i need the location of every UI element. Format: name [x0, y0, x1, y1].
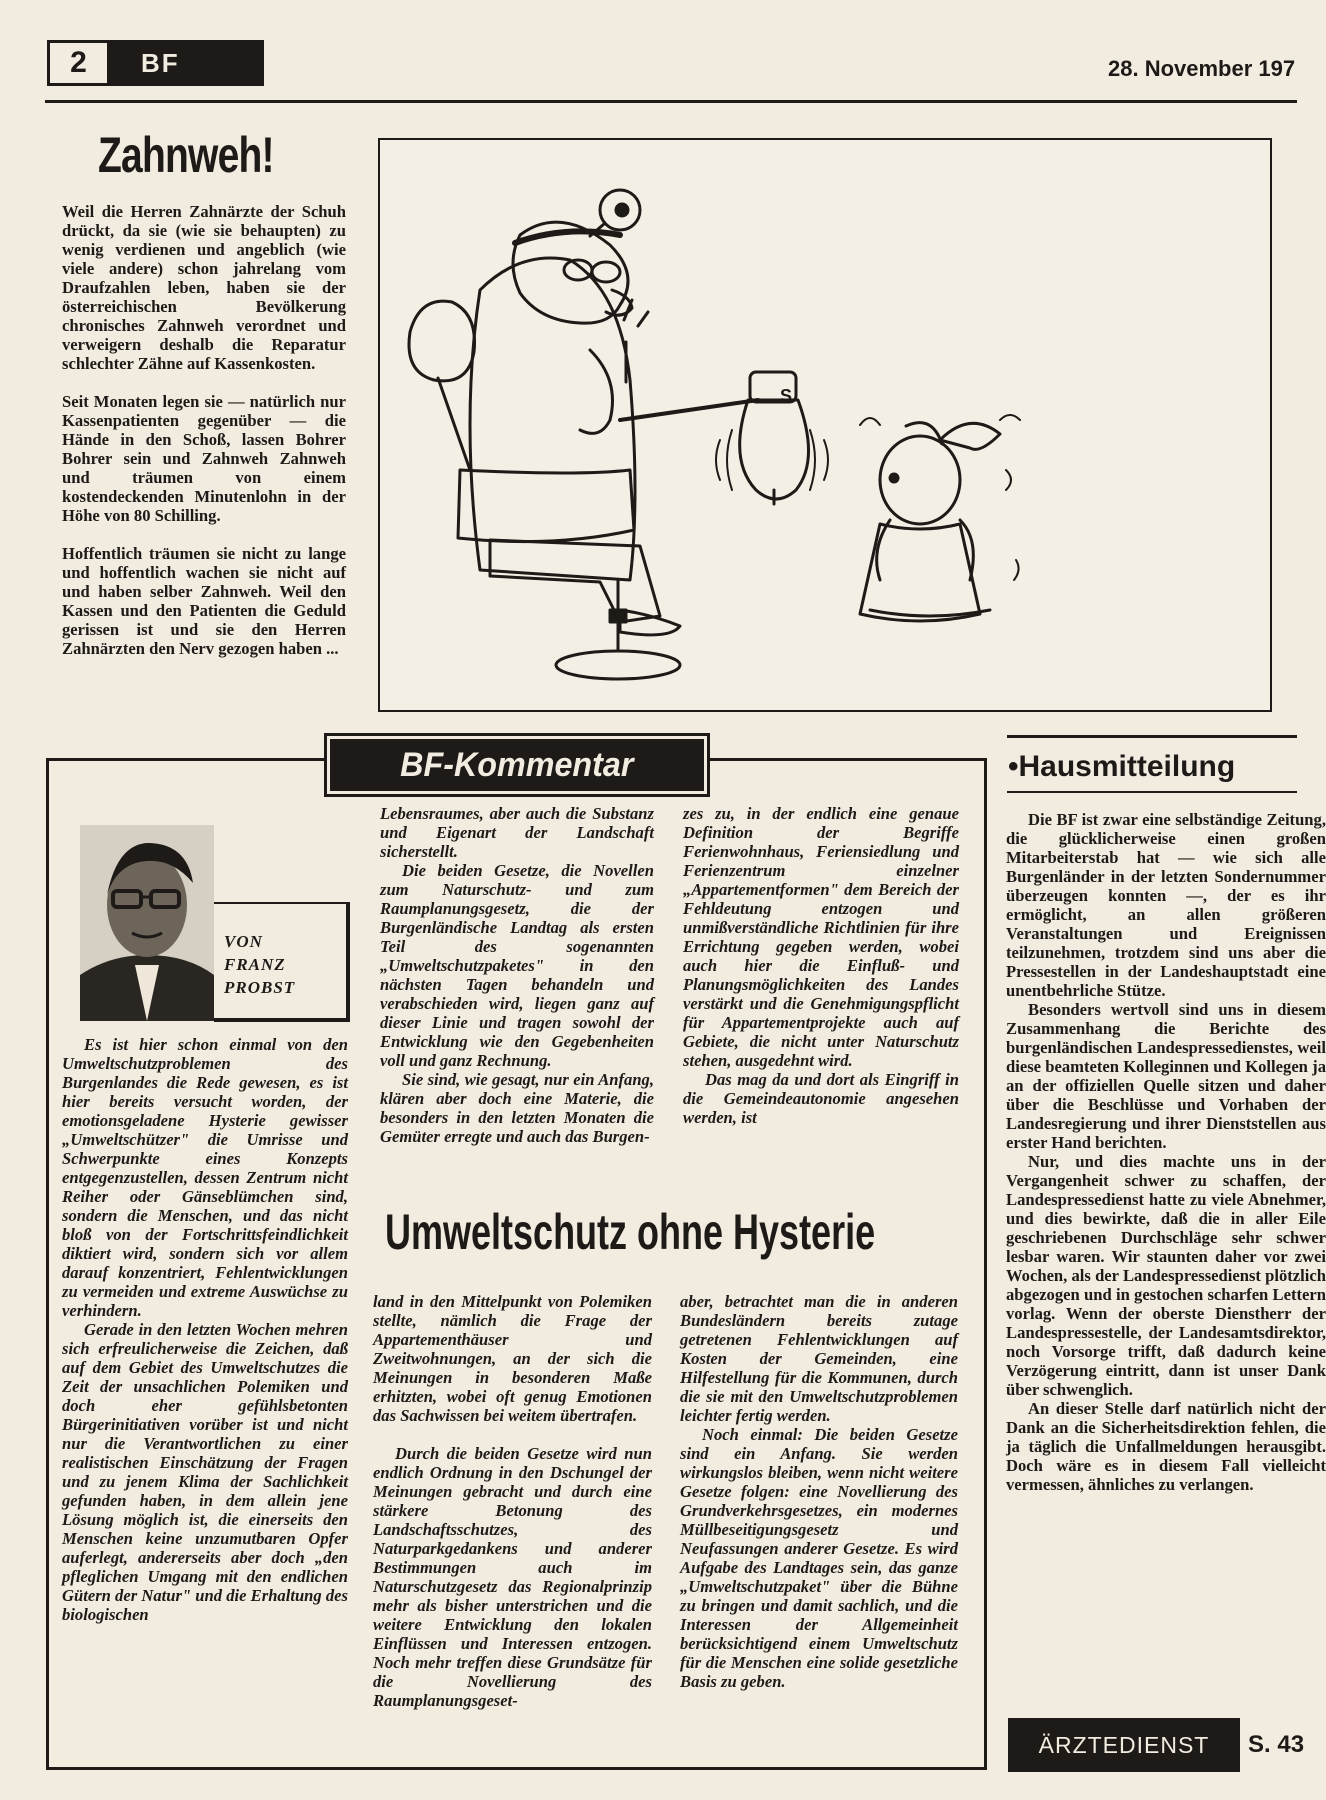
kommentar-paragraph: Sie sind, wie gesagt, nur ein Anfang, klären aber doch eine Materie, die besonders in den letzten Monaten die Gemüter erregte und auch das Burgen-	[380, 1070, 654, 1146]
hausmitteilung-clip	[1006, 800, 1326, 1700]
kommentar-column-3	[683, 804, 959, 1127]
zahnweh-paragraph: Hoffentlich träumen sie nicht zu lange und hoffentlich wachen sie nicht auf und haben selber Zahnweh. Weil den Kassen und den Patienten die Geduld gerissen ist und sie den Herren Zahnärzten den Nerv gezogen haben ...	[62, 544, 346, 658]
kommentar-column-2b	[373, 1292, 652, 1710]
kommentar-column-2	[380, 804, 654, 1146]
zahnweh-article	[62, 202, 346, 677]
aerztedienst-page-ref: S. 43	[1248, 1731, 1305, 1758]
hausmitteilung-title: •Hausmitteilung	[1008, 750, 1236, 783]
author-photo	[80, 825, 214, 1021]
bag-label: S	[780, 386, 793, 406]
zahnweh-title: Zahnweh!	[98, 127, 274, 183]
kommentar-tag	[327, 736, 707, 794]
bag	[740, 400, 809, 499]
publication-tag: BF	[107, 43, 261, 83]
kommentar-tag-label: BF-Kommentar	[400, 745, 634, 784]
hausmitteilung-rule	[1007, 791, 1297, 793]
issue-date: 28. November 197	[1108, 56, 1296, 81]
author-byline	[214, 902, 350, 1022]
aerztedienst-label: ÄRZTEDIENST	[1008, 1718, 1240, 1772]
header-rule	[45, 100, 1297, 103]
dentist-cartoon	[378, 138, 1272, 712]
author-portrait	[80, 825, 214, 1021]
hausmitteilung-paragraph: Besonders wertvoll sind uns in diesem Zusammenhang die Berichte des burgenländischen Landespressedienstes, weil diese beamteten Kolleginnen und Kollegen ja an der offiziellen Quelle sitzen und daher über die Beschlüsse und Vorhaben der Landesregierung und ihrer Dienststellen aus erster Hand berichten.	[1006, 1000, 1326, 1152]
page-header-box	[47, 40, 264, 86]
hausmitteilung-top-rule	[1007, 735, 1297, 738]
chair-base	[556, 651, 680, 679]
hausmitteilung-article	[1006, 810, 1326, 1494]
kommentar-column-1	[62, 1035, 348, 1624]
hausmitteilung-paragraph: Die BF ist zwar eine selbständige Zeitung, die glücklicherweise einen großen Mitarbeiterstab hat — wie sich alle Burgenländer in der letzten Sondernummer überzeugen konnten —, der es ihr ermöglicht, an allen größeren Veranstaltungen und Ereignissen teilzunehmen, trotzdem sind uns aber die Pressestellen in der Landeshauptstadt eine unentbehrliche Stütze.	[1006, 810, 1326, 1000]
cartoon-drawing	[380, 140, 1274, 714]
kommentar-paragraph: zes zu, in der endlich eine genaue Definition der Begriffe Ferienwohnhaus, Feriensiedlung und Ferienzentrum einzelner „Appartementformen" dem Bereich der Fehldeutung entzogen und unmißverständliche Richtlinien für ihre Errichtung gegeben werden, wobei auch hier die Einfluß- und Planungsmöglichkeiten des Landes verstärkt und die Genehmigungspflicht für Appartementprojekte auch auf Gebiete, die nicht unter Naturschutz stehen, ausgedehnt wird.	[683, 804, 959, 1070]
kommentar-paragraph: Gerade in den letzten Wochen mehren sich erfreulicherweise die Zeichen, daß auf dem Gebiet des Umweltschutzes die Zeit der unsachlichen Polemiken und doch eher gefühlsbetonten Bürgerinitiativen vorüber ist und nicht nur die Verantwortlichen zu einer realistischen Einschätzung der Fragen und zu jenem Klima der Sachlichkeit gefunden haben, in dem allein jene Lösung möglich ist, die einerseits den Menschen keine unzumutbaren Opfer auferlegt, andererseits aber doch „den pfleglichen Umgang mit den endlichen Gütern der Natur" und die Erhaltung des biologischen	[62, 1320, 348, 1624]
chair-headrest	[409, 301, 475, 381]
kommentar-paragraph: Noch einmal: Die beiden Gesetze sind ein Anfang. Sie werden wirkungslos bleiben, wenn nicht weitere Gesetze folgen: eine Novellierung des Grundverkehrsgesetzes, ein modernes Müllbeseitigungsgesetz und Neufassungen anderer Gesetze. Es wird Aufgabe des Landtages sein, das ganze „Umweltschutzpaket" über die Bühne zu bringen und damit sachlich, und die Interessen der Allgemeinheit berücksichtigend einem Umweltschutz für die Menschen eine solide gesetzliche Basis zu geben.	[680, 1425, 958, 1691]
kommentar-paragraph: Es ist hier schon einmal von den Umweltschutzproblemen des Burgenlandes die Rede gewesen, es ist hier bereits versucht worden, der emotionsgeladene Hysterie gewisser „Umweltschützer" die Umrisse und Schwerpunkte eines Konzepts entgegenzustellen, dessen Zentrum nicht Reiher oder Gänseblümchen sind, sondern die Menschen, und das nicht bloß von der Fortschrittsfeindlichkeit diktiert wird, sondern sich vor allem darauf konzentriert, Fehlentwicklungen zu vermeiden und extreme Auswüchse zu verhindern.	[62, 1035, 348, 1320]
hausmitteilung-paragraph: Nur, und dies machte uns in der Vergangenheit schwer zu schaffen, der Landespressedienst hatte zu viele Abnehmer, und dies bewirkte, daß die in aller Eile geschriebenen Durchschläge sehr schwer lesbar waren. Wir staunten daher vor zwei Wochen, als der Landespressedienst plötzlich abgezogen und in gestochen scharfen Lettern vorlag. Wenn der oberste Dienstherr der Landespressestelle, der Landesamtsdirektor, noch Vorsorge trifft, daß dadurch keine Verzögerung eintritt, dann ist unser Dank über schwenglich.	[1006, 1152, 1326, 1399]
kommentar-paragraph: land in den Mittelpunkt von Polemiken stellte, nämlich die Frage der Appartementhäuser und Zweitwohnungen, an der sich die Meinungen in besonderen Maße erhitzten, wobei oft genug Emotionen das Sachwissen bei weitem übertrafen.	[373, 1292, 652, 1425]
kommentar-paragraph: Durch die beiden Gesetze wird nun endlich Ordnung in den Dschungel der Meinungen gebracht und durch eine stärkere Betonung des Landschaftsschutzes, des Naturparkgedankens und anderer Bestimmungen auch im Naturschutzgesetz das Regionalprinzip mehr als bisher unterstrichen und die weitere Entwicklung den lokalen Einflüssen und Interessen entzogen. Noch mehr treffen diese Grundsätze für die Novellierung des Raumplanungsgeset-	[373, 1444, 652, 1710]
kommentar-paragraph: Lebensraumes, aber auch die Substanz und Eigenart der Landschaft sicherstellt.	[380, 804, 654, 861]
kommentar-paragraph: aber, betrachtet man die in anderen Bundesländern bereits zutage getretenen Fehlentwicklungen auf Kosten der Gemeinden, eine Hilfestellung für die Kommunen, durch die sie mit den Umweltschutzproblemen leichter fertig werden.	[680, 1292, 958, 1425]
zahnweh-paragraph: Weil die Herren Zahnärzte der Schuh drückt, da sie (wie sie behaupten) zu wenig verdienen und angeblich (wie viele andere) schon jahrelang vom Draufzahlen leben, haben sie der österreichischen Bevölkerung chronisches Zahnweh verordnet und verweigern deshalb die Reparatur schlechter Zähne auf Kassenkosten.	[62, 202, 346, 373]
kommentar-paragraph: Die beiden Gesetze, die Novellen zum Naturschutz- und zum Raumplanungsgesetz, die der Burgenländische Landtag als ersten Teil des sogenannten „Umweltschutzpaketes" in den nächsten Tagen behandeln und verabschieden wird, liegen ganz auf dieser Linie und tragen sowohl der Entwicklung wie den Gegebenheiten voll und ganz Rechnung.	[380, 861, 654, 1070]
byline-last-name: PROBST	[224, 978, 296, 997]
kommentar-headline: Umweltschutz ohne Hysterie	[385, 1204, 876, 1260]
kommentar-column-3b	[680, 1292, 958, 1691]
byline-von: VON	[224, 932, 263, 951]
page-number: 2	[50, 43, 107, 83]
byline-first-name: FRANZ	[224, 955, 286, 974]
kommentar-paragraph: Das mag da und dort als Eingriff in die Gemeindeautonomie angesehen werden, ist	[683, 1070, 959, 1127]
zahnweh-paragraph: Seit Monaten legen sie — natürlich nur Kassenpatienten gegenüber — die Hände in den Schoß, lassen Bohrer Bohrer sein und Zahnweh Zahnweh und träumen von einem kostendeckenden Minutenlohn in der Höhe von 80 Schilling.	[62, 392, 346, 525]
hausmitteilung-paragraph: An dieser Stelle darf natürlich nicht der Dank an die Sicherheitsdirektion fehlen, die ja täglich die Unfallmeldungen herausgibt. Doch wäre es in diesem Fall vielleicht vermessen, ähnliches zu verlangen.	[1006, 1399, 1326, 1494]
